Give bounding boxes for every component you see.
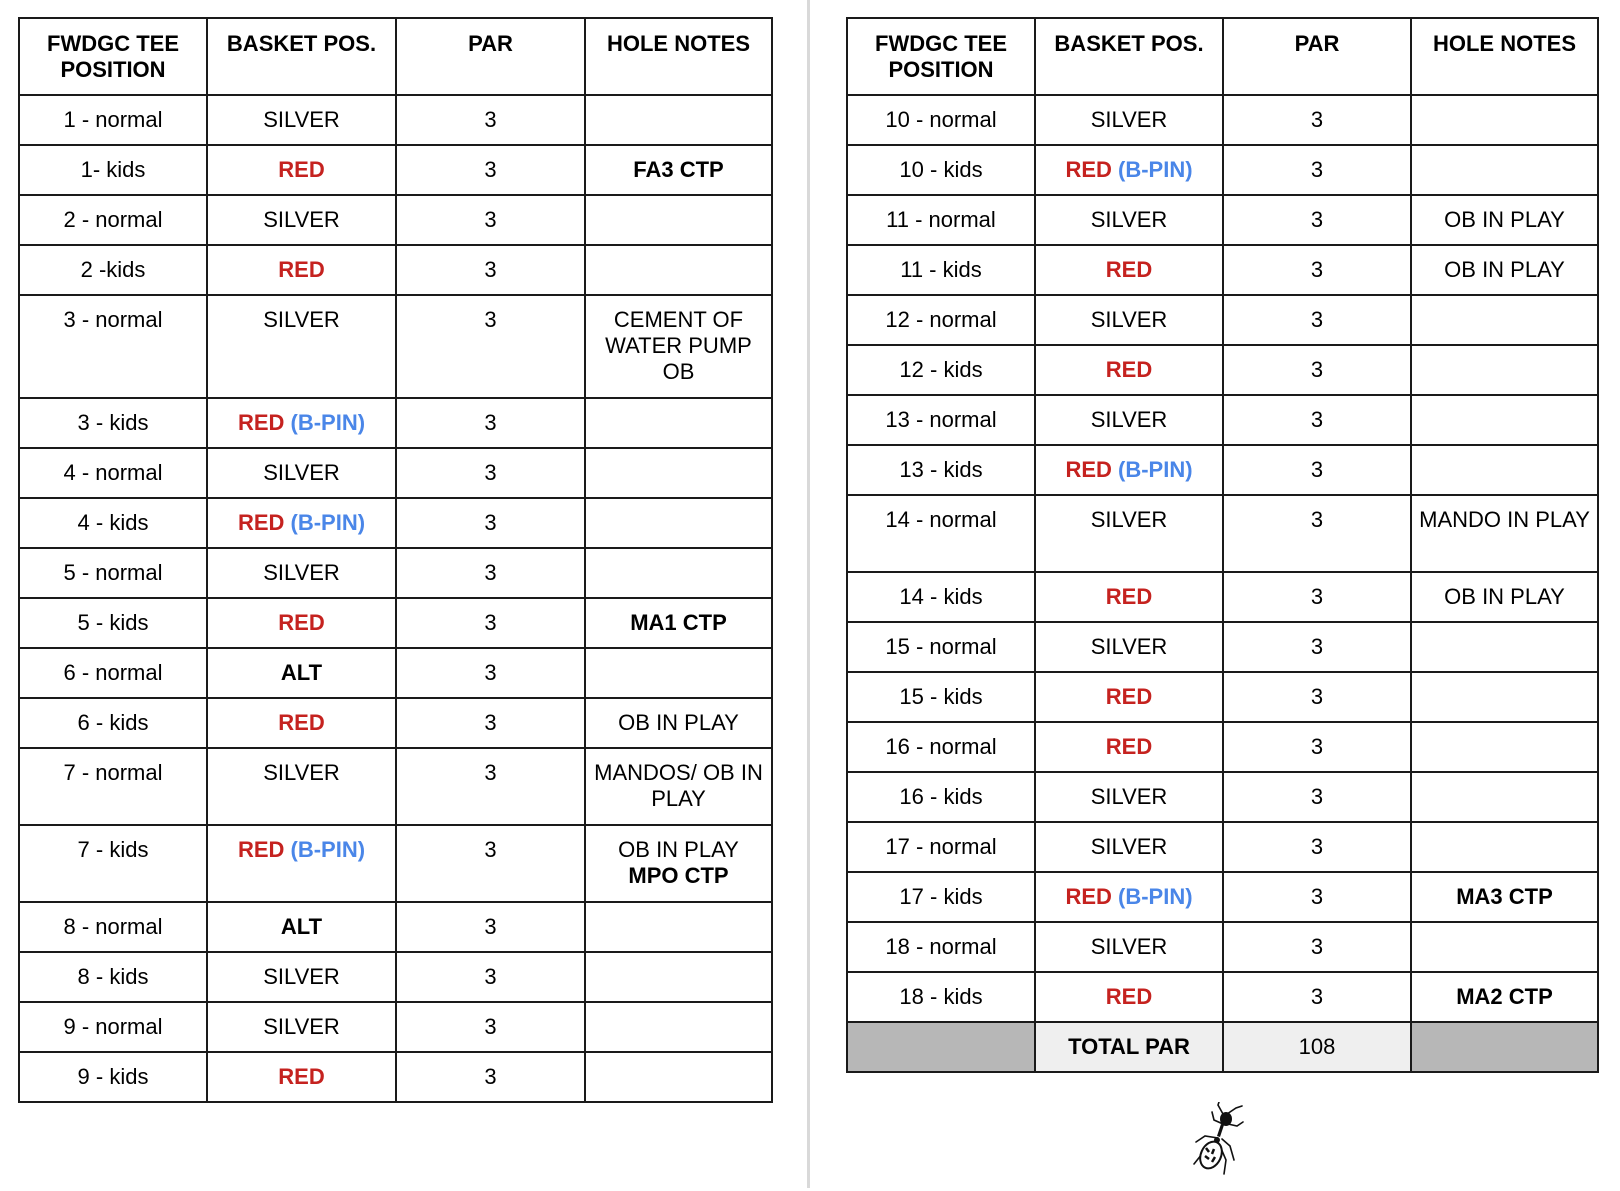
hole-notes-cell — [1411, 722, 1598, 772]
header-tee-position: FWDGC TEE POSITION — [847, 18, 1035, 95]
basket-pos-cell — [1035, 145, 1223, 195]
table-row-6-kids — [19, 698, 772, 748]
table-row-13-kids — [847, 445, 1598, 495]
table-row-10-normal — [847, 95, 1598, 145]
hole-notes-cell — [585, 195, 772, 245]
basket-pos-cell — [207, 698, 396, 748]
basket-pos-cell — [1035, 495, 1223, 572]
hole-notes-cell — [1411, 395, 1598, 445]
par-cell: 3 — [1223, 922, 1411, 972]
table-row-5-normal — [19, 548, 772, 598]
tee-position-cell: 12 - kids — [847, 345, 1035, 395]
par-cell: 3 — [1223, 395, 1411, 445]
par-cell: 3 — [1223, 195, 1411, 245]
par-cell: 3 — [396, 548, 585, 598]
hole-notes-cell — [1411, 622, 1598, 672]
hole-note-text: OB IN PLAY — [1444, 584, 1565, 609]
tee-position-cell: 6 - kids — [19, 698, 207, 748]
tee-position-cell: 2 -kids — [19, 245, 207, 295]
table-row-16-kids — [847, 772, 1598, 822]
tee-position-cell: 1- kids — [19, 145, 207, 195]
basket-color-label: RED — [1065, 157, 1112, 182]
par-cell: 3 — [1223, 822, 1411, 872]
basket-color-label: SILVER — [263, 1014, 340, 1039]
tee-position-cell: 5 - kids — [19, 598, 207, 648]
basket-color-label: SILVER — [263, 760, 340, 785]
table-row-3-normal — [19, 295, 772, 398]
table-row-1-kids — [19, 145, 772, 195]
basket-pos-cell — [1035, 95, 1223, 145]
tee-position-cell: 4 - normal — [19, 448, 207, 498]
tee-position-cell: 12 - normal — [847, 295, 1035, 345]
basket-color-label: RED — [237, 410, 285, 435]
tee-position-cell: 16 - normal — [847, 722, 1035, 772]
table-row-15-kids — [847, 672, 1598, 722]
par-cell: 3 — [1223, 972, 1411, 1022]
basket-color-label: RED — [237, 837, 285, 862]
par-cell: 3 — [396, 498, 585, 548]
basket-color-label: RED — [278, 710, 325, 735]
tee-position-cell: 9 - normal — [19, 1002, 207, 1052]
par-cell: 3 — [396, 825, 585, 902]
basket-pos-cell — [1035, 395, 1223, 445]
hole-notes-cell — [585, 295, 772, 398]
par-cell: 3 — [1223, 245, 1411, 295]
hole-notes-cell — [585, 1052, 772, 1102]
par-cell: 3 — [1223, 495, 1411, 572]
tee-position-cell: 18 - kids — [847, 972, 1035, 1022]
par-cell: 3 — [396, 295, 585, 398]
tee-position-cell: 8 - normal — [19, 902, 207, 952]
par-cell: 3 — [396, 245, 585, 295]
total-empty-cell — [847, 1022, 1035, 1072]
hole-note-text: MA3 CTP — [1456, 884, 1553, 909]
basket-color-label: SILVER — [1090, 507, 1168, 532]
tee-position-cell: 14 - normal — [847, 495, 1035, 572]
basket-color-label: SILVER — [263, 964, 340, 989]
hole-notes-cell — [585, 748, 772, 825]
hole-notes-cell — [585, 398, 772, 448]
basket-pos-cell — [207, 1052, 396, 1102]
tee-position-cell: 7 - kids — [19, 825, 207, 902]
par-cell: 3 — [1223, 345, 1411, 395]
hole-notes-cell — [1411, 445, 1598, 495]
basket-color-label: SILVER — [1090, 107, 1168, 132]
table-row-8-normal — [19, 902, 772, 952]
basket-color-label: ALT — [280, 914, 323, 939]
table-row-8-kids — [19, 952, 772, 1002]
par-cell: 3 — [1223, 145, 1411, 195]
par-cell: 3 — [396, 95, 585, 145]
table-row-7-normal — [19, 748, 772, 825]
hole-notes-cell — [1411, 672, 1598, 722]
basket-pos-cell — [207, 648, 396, 698]
par-cell: 3 — [1223, 572, 1411, 622]
par-cell: 3 — [1223, 872, 1411, 922]
basket-color-label: RED — [1105, 357, 1153, 382]
table-row-11-normal — [847, 195, 1598, 245]
header-hole-notes: HOLE NOTES — [1411, 18, 1598, 95]
tee-position-cell: 17 - normal — [847, 822, 1035, 872]
tee-position-cell: 13 - normal — [847, 395, 1035, 445]
tee-position-cell: 10 - normal — [847, 95, 1035, 145]
basket-color-label: SILVER — [1090, 934, 1168, 959]
b-pin-label: (B-PIN) — [290, 410, 366, 435]
basket-pos-cell — [207, 295, 396, 398]
basket-pos-cell — [207, 548, 396, 598]
tee-position-cell: 9 - kids — [19, 1052, 207, 1102]
holes-1-9-table — [18, 17, 773, 1103]
hole-notes-cell — [1411, 772, 1598, 822]
hole-notes-cell — [1411, 495, 1598, 572]
basket-pos-cell — [207, 245, 396, 295]
hole-notes-cell — [585, 648, 772, 698]
hole-notes-cell — [585, 95, 772, 145]
hole-notes-cell — [585, 698, 772, 748]
tee-position-cell: 8 - kids — [19, 952, 207, 1002]
total-empty-cell — [1411, 1022, 1598, 1072]
par-cell: 3 — [396, 448, 585, 498]
table-row-16-normal — [847, 722, 1598, 772]
hole-note-text: MA2 CTP — [1456, 984, 1553, 1009]
basket-color-label: ALT — [280, 660, 323, 685]
basket-color-label: RED — [1065, 457, 1112, 482]
total-par-row — [847, 1022, 1598, 1072]
hole-notes-cell — [1411, 972, 1598, 1022]
basket-color-label: RED — [1105, 734, 1153, 759]
basket-color-label: RED — [1105, 257, 1153, 282]
hole-note-text: MA1 CTP — [630, 610, 727, 635]
header-hole-notes: HOLE NOTES — [585, 18, 772, 95]
basket-pos-cell — [1035, 872, 1223, 922]
tee-position-cell: 13 - kids — [847, 445, 1035, 495]
b-pin-label: (B-PIN) — [1118, 884, 1193, 909]
table-row-17-normal — [847, 822, 1598, 872]
hole-notes-cell — [1411, 145, 1598, 195]
basket-color-label: SILVER — [1090, 784, 1168, 809]
par-cell: 3 — [396, 748, 585, 825]
par-cell: 3 — [1223, 722, 1411, 772]
par-cell: 3 — [1223, 295, 1411, 345]
basket-color-label: RED — [278, 610, 325, 635]
par-cell: 3 — [1223, 672, 1411, 722]
page-divider — [807, 0, 810, 1188]
par-cell: 3 — [396, 145, 585, 195]
basket-pos-cell — [1035, 972, 1223, 1022]
table-row-9-normal — [19, 1002, 772, 1052]
basket-color-label: SILVER — [263, 207, 340, 232]
basket-pos-cell — [207, 598, 396, 648]
tee-position-cell: 11 - normal — [847, 195, 1035, 245]
hole-notes-cell — [1411, 872, 1598, 922]
basket-color-label: RED — [237, 510, 285, 535]
hole-note-text: OB IN PLAY — [1444, 207, 1565, 232]
par-cell: 3 — [396, 398, 585, 448]
basket-pos-cell — [207, 145, 396, 195]
basket-color-label: RED — [1065, 884, 1112, 909]
basket-pos-cell — [207, 498, 396, 548]
hole-notes-cell — [585, 952, 772, 1002]
hole-notes-cell — [1411, 95, 1598, 145]
basket-color-label: RED — [1105, 684, 1153, 709]
basket-color-label: SILVER — [1090, 634, 1168, 659]
tee-position-cell: 17 - kids — [847, 872, 1035, 922]
basket-color-label: RED — [278, 157, 325, 182]
basket-color-label: SILVER — [1090, 207, 1168, 232]
basket-pos-cell — [207, 398, 396, 448]
basket-color-label: RED — [278, 257, 325, 282]
table-row-14-kids — [847, 572, 1598, 622]
par-cell: 3 — [396, 598, 585, 648]
table-row-9-kids — [19, 1052, 772, 1102]
hole-note-text: OB IN PLAY — [1444, 257, 1565, 282]
basket-pos-cell — [207, 952, 396, 1002]
basket-color-label: SILVER — [263, 460, 340, 485]
tee-position-cell: 4 - kids — [19, 498, 207, 548]
basket-color-label: SILVER — [263, 107, 340, 132]
hole-notes-cell — [1411, 572, 1598, 622]
tee-position-cell: 3 - kids — [19, 398, 207, 448]
table-row-2-kids — [19, 245, 772, 295]
holes-10-18-table — [846, 17, 1599, 1073]
hole-notes-cell — [585, 145, 772, 195]
basket-pos-cell — [1035, 295, 1223, 345]
basket-color-label: SILVER — [1090, 834, 1168, 859]
hole-note-text: OB IN PLAY — [618, 837, 739, 862]
basket-pos-cell — [207, 195, 396, 245]
b-pin-label: (B-PIN) — [1118, 157, 1193, 182]
hole-note-text: CEMENT OF WATER PUMP OB — [605, 307, 752, 384]
tee-position-cell: 11 - kids — [847, 245, 1035, 295]
tee-position-cell: 3 - normal — [19, 295, 207, 398]
hole-notes-cell — [585, 902, 772, 952]
hole-note-text: MANDO IN PLAY — [1419, 507, 1590, 532]
table-row-14-normal — [847, 495, 1598, 572]
hole-notes-cell — [1411, 822, 1598, 872]
hole-notes-cell — [1411, 195, 1598, 245]
basket-color-label: RED — [1105, 584, 1153, 609]
hole-notes-cell — [1411, 345, 1598, 395]
basket-color-label: RED — [1105, 984, 1153, 1009]
table-row-2-normal — [19, 195, 772, 245]
header-basket-pos: BASKET POS. — [207, 18, 396, 95]
basket-pos-cell — [1035, 622, 1223, 672]
table-row-4-kids — [19, 498, 772, 548]
table-row-7-kids — [19, 825, 772, 902]
table-row-11-kids — [847, 245, 1598, 295]
tee-position-cell: 15 - normal — [847, 622, 1035, 672]
par-cell: 3 — [1223, 95, 1411, 145]
table-row-4-normal — [19, 448, 772, 498]
tee-position-cell: 6 - normal — [19, 648, 207, 698]
table-row-5-kids — [19, 598, 772, 648]
table-header-row — [847, 18, 1598, 95]
tee-position-cell: 14 - kids — [847, 572, 1035, 622]
tee-position-cell: 1 - normal — [19, 95, 207, 145]
table-row-15-normal — [847, 622, 1598, 672]
basket-color-label: SILVER — [1090, 407, 1168, 432]
table-header-row — [19, 18, 772, 95]
basket-pos-cell — [207, 902, 396, 952]
table-row-18-normal — [847, 922, 1598, 972]
basket-pos-cell — [1035, 572, 1223, 622]
table-row-3-kids — [19, 398, 772, 448]
par-cell: 3 — [396, 1002, 585, 1052]
basket-color-label: SILVER — [263, 307, 340, 332]
total-par-value: 108 — [1223, 1022, 1411, 1072]
hole-note-text: OB IN PLAY — [618, 710, 739, 735]
par-cell: 3 — [396, 698, 585, 748]
left-table-body — [19, 95, 772, 1102]
par-cell: 3 — [396, 195, 585, 245]
table-row-12-normal — [847, 295, 1598, 345]
tee-position-cell: 15 - kids — [847, 672, 1035, 722]
basket-pos-cell — [1035, 345, 1223, 395]
right-table-body — [847, 95, 1598, 1022]
table-row-1-normal — [19, 95, 772, 145]
b-pin-label: (B-PIN) — [290, 510, 366, 535]
basket-pos-cell — [207, 1002, 396, 1052]
hole-notes-cell — [585, 548, 772, 598]
par-cell: 3 — [396, 648, 585, 698]
hole-notes-cell — [585, 448, 772, 498]
hole-notes-cell — [1411, 245, 1598, 295]
hole-notes-cell — [1411, 295, 1598, 345]
ant-icon — [1190, 1102, 1248, 1180]
basket-pos-cell — [207, 748, 396, 825]
hole-notes-cell — [585, 598, 772, 648]
par-cell: 3 — [396, 902, 585, 952]
tee-position-cell: 5 - normal — [19, 548, 207, 598]
basket-color-label: SILVER — [1090, 307, 1168, 332]
hole-note-text: MANDOS/ OB IN PLAY — [594, 760, 763, 811]
header-tee-position: FWDGC TEE POSITION — [19, 18, 207, 95]
b-pin-label: (B-PIN) — [290, 837, 366, 862]
header-par: PAR — [1223, 18, 1411, 95]
hole-notes-cell — [585, 498, 772, 548]
basket-pos-cell — [207, 448, 396, 498]
tee-position-cell: 7 - normal — [19, 748, 207, 825]
basket-pos-cell — [1035, 772, 1223, 822]
basket-color-label: RED — [278, 1064, 325, 1089]
hole-notes-cell — [585, 825, 772, 902]
tee-position-cell: 16 - kids — [847, 772, 1035, 822]
basket-pos-cell — [1035, 922, 1223, 972]
basket-pos-cell — [207, 95, 396, 145]
hole-note-text: FA3 CTP — [633, 157, 724, 182]
basket-pos-cell — [1035, 445, 1223, 495]
header-par: PAR — [396, 18, 585, 95]
table-row-10-kids — [847, 145, 1598, 195]
table-row-6-normal — [19, 648, 772, 698]
tee-position-cell: 2 - normal — [19, 195, 207, 245]
table-row-17-kids — [847, 872, 1598, 922]
b-pin-label: (B-PIN) — [1118, 457, 1193, 482]
basket-pos-cell — [1035, 195, 1223, 245]
hole-notes-cell — [585, 1002, 772, 1052]
tee-position-cell: 10 - kids — [847, 145, 1035, 195]
basket-pos-cell — [1035, 672, 1223, 722]
par-cell: 3 — [396, 952, 585, 1002]
hole-note-ctp: MPO CTP — [628, 863, 729, 888]
basket-pos-cell — [1035, 822, 1223, 872]
basket-pos-cell — [1035, 722, 1223, 772]
table-row-13-normal — [847, 395, 1598, 445]
basket-pos-cell — [207, 825, 396, 902]
basket-color-label: SILVER — [263, 560, 340, 585]
total-par-label: TOTAL PAR — [1035, 1022, 1223, 1072]
par-cell: 3 — [1223, 622, 1411, 672]
hole-notes-cell — [1411, 922, 1598, 972]
header-basket-pos: BASKET POS. — [1035, 18, 1223, 95]
tee-position-cell: 18 - normal — [847, 922, 1035, 972]
table-row-18-kids — [847, 972, 1598, 1022]
hole-notes-cell — [585, 245, 772, 295]
par-cell: 3 — [1223, 772, 1411, 822]
par-cell: 3 — [1223, 445, 1411, 495]
table-row-12-kids — [847, 345, 1598, 395]
basket-pos-cell — [1035, 245, 1223, 295]
par-cell: 3 — [396, 1052, 585, 1102]
